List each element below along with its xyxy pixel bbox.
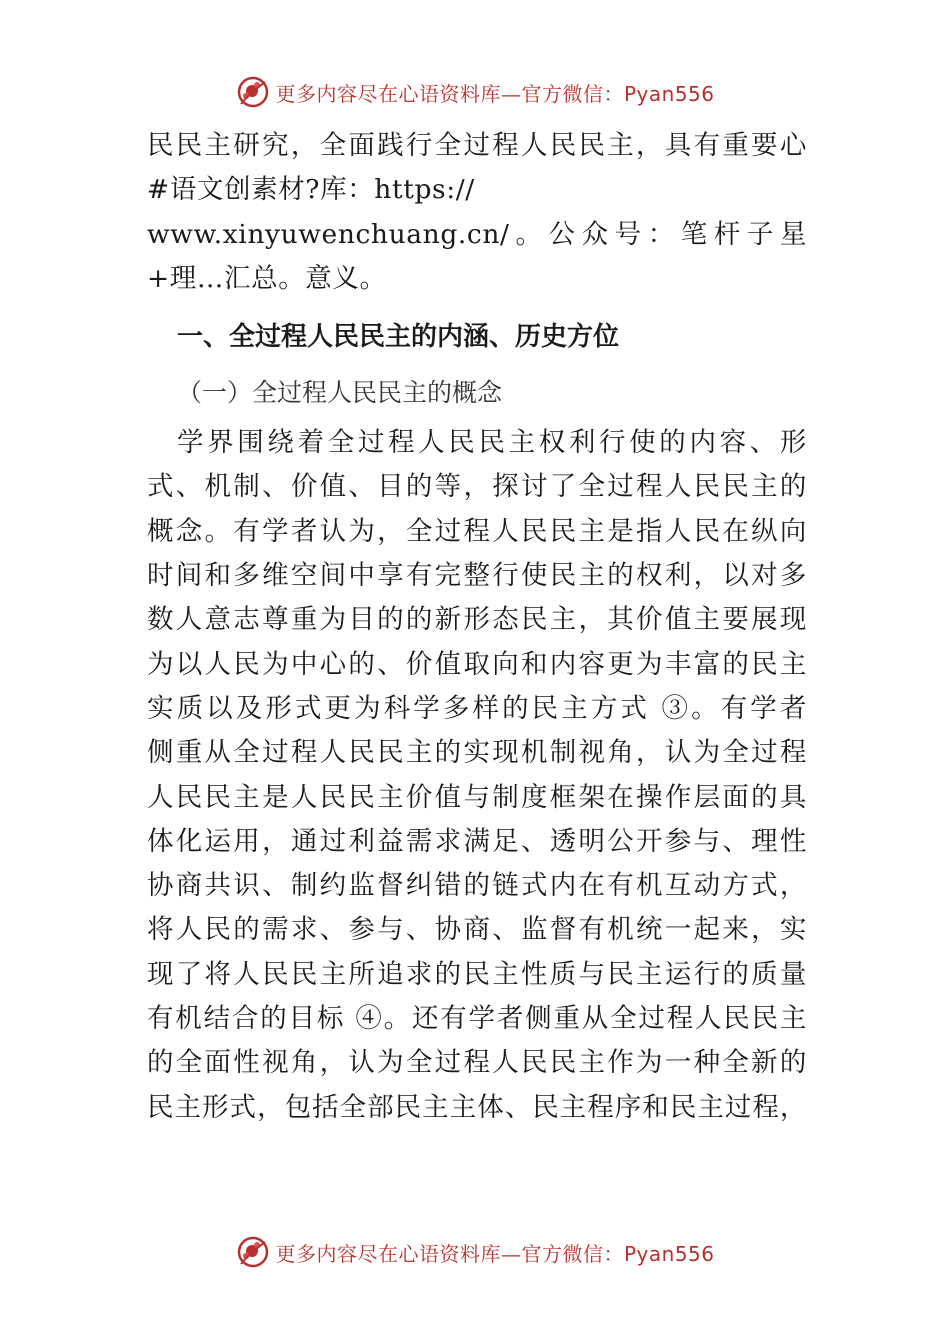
footer-banner-label: 更多内容尽在心语资料库—官方微信： bbox=[275, 1241, 624, 1266]
intro-line: 民民主研究，全面践行全过程人民民主，具有重要心 bbox=[147, 130, 807, 161]
footer-banner-text bbox=[275, 1238, 714, 1267]
plum-blossom-logo-icon bbox=[235, 1234, 271, 1270]
plum-blossom-logo-icon bbox=[235, 74, 271, 110]
paragraph-line: 学界围绕着全过程人民民主权利行使的内容、形 bbox=[177, 427, 807, 459]
header-banner bbox=[0, 70, 950, 114]
paragraph-line: 有机结合的目标 ④。还有学者侧重从全过程人民民主 bbox=[147, 1003, 807, 1035]
document-body bbox=[147, 124, 807, 1130]
paragraph-line: 为以人民为中心的、价值取向和内容更为丰富的民主 bbox=[147, 648, 807, 680]
paragraph-line: 人民民主是人民民主价值与制度框架在操作层面的具 bbox=[147, 781, 807, 813]
paragraph-line: 时间和多维空间中享有完整行使民主的权利，以对多 bbox=[147, 560, 807, 592]
paragraph-line: 现了将人民民主所追求的民主性质与民主运行的质量 bbox=[147, 958, 807, 990]
paragraph-line: 实质以及形式更为科学多样的民主方式 ③。有学者 bbox=[147, 692, 807, 724]
section-heading: 一、全过程人民民主的内涵、历史方位 bbox=[177, 322, 620, 353]
footer-banner bbox=[0, 1230, 950, 1274]
footer-wechat-id: Pyan556 bbox=[623, 1241, 715, 1266]
paragraph-line: 侧重从全过程人民民主的实现机制视角，认为全过程 bbox=[147, 737, 807, 769]
paragraph-line: 概念。有学者认为，全过程人民民主是指人民在纵向 bbox=[147, 515, 807, 547]
header-banner-label: 更多内容尽在心语资料库—官方微信： bbox=[275, 81, 624, 106]
paragraph-line: 式、机制、价值、目的等，探讨了全过程人民民主的 bbox=[147, 471, 807, 503]
header-wechat-id: Pyan556 bbox=[623, 81, 715, 106]
paragraph-line: 体化运用，通过利益需求满足、透明公开参与、理性 bbox=[147, 825, 807, 857]
header-banner-text bbox=[275, 78, 714, 107]
intro-line: #语文创素材?库：https:// bbox=[147, 174, 475, 206]
paragraph-line: 将人民的需求、参与、协商、监督有机统一起来，实 bbox=[147, 914, 807, 946]
paragraph-line: 民主形式，包括全部民主主体、民主程序和民主过程， bbox=[147, 1091, 807, 1123]
intro-line: www.xinyuwenchuang.cn/。公众号：笔杆子星 bbox=[147, 218, 807, 250]
intro-line: +理…汇总。意义。 bbox=[147, 262, 387, 294]
paragraph-line: 协商共识、制约监督纠错的链式内在有机互动方式， bbox=[147, 870, 807, 902]
paragraph-line: 数人意志尊重为目的的新形态民主，其价值主要展现 bbox=[147, 604, 807, 636]
paragraph-line: 的全面性视角，认为全过程人民民主作为一种全新的 bbox=[147, 1047, 807, 1079]
subsection-heading: （一）全过程人民民主的概念 bbox=[177, 378, 503, 408]
